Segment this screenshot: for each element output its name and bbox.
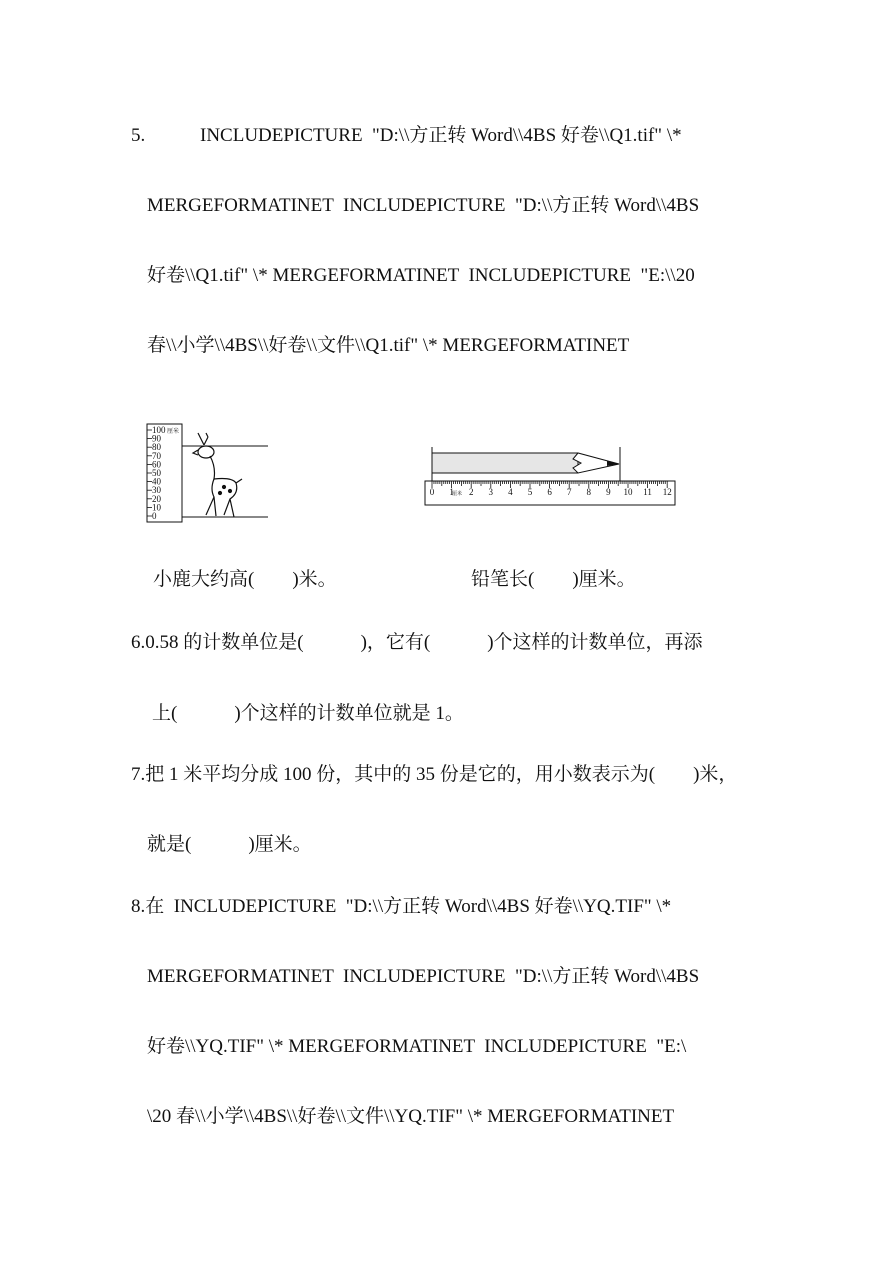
- q8-line-2: MERGEFORMATINET INCLUDEPICTURE "D:\\方正转 Word\\4BS: [147, 966, 700, 987]
- scale-tick-label: 90: [152, 433, 161, 444]
- q5-line-2: MERGEFORMATINET INCLUDEPICTURE "D:\\方正转 Word\\4BS: [147, 195, 700, 216]
- ruler-number: 12: [662, 487, 672, 497]
- scale-tick-label: 60: [152, 459, 161, 470]
- scale-tick-label: 80: [152, 442, 161, 453]
- scale-tick-label: 30: [152, 485, 161, 496]
- q8-line-3: 好卷\\YQ.TIF" \* MERGEFORMATINET INCLUDEPICTURE "E:\: [147, 1036, 687, 1057]
- scale-tick-label: 50: [152, 468, 161, 478]
- ruler-unit-label: 厘米: [452, 492, 463, 497]
- scale-tick-label: 100: [152, 425, 166, 435]
- scale-tick-label: 70: [152, 450, 161, 461]
- ruler-number: 0: [429, 487, 435, 497]
- ruler-number: 4: [508, 487, 513, 497]
- q6-line-1: 6.0.58 的计数单位是( )，它有( )个这样的计数单位，再添: [131, 632, 703, 653]
- ruler-number: 8: [586, 487, 592, 497]
- q7-line-2: 就是( )厘米。: [147, 834, 312, 855]
- q8-line-1: 8.在 INCLUDEPICTURE "D:\\方正转 Word\\4BS 好卷\\YQ.TIF" \*: [131, 896, 672, 917]
- q5-line-1: INCLUDEPICTURE "D:\\方正转 Word\\4BS 好卷\\Q1.tif" \*: [200, 125, 682, 146]
- ruler-number: 6: [547, 487, 552, 497]
- ruler-number: 7: [566, 487, 572, 497]
- ruler-number: 2: [468, 487, 474, 497]
- ruler-number: 10: [623, 487, 633, 497]
- q5-line-3: 好卷\\Q1.tif" \* MERGEFORMATINET INCLUDEPICTURE "E:\\20: [147, 265, 695, 286]
- scale-tick-label: 10: [152, 502, 161, 513]
- q7-line-1: 7.把 1 米平均分成 100 份，其中的 35 份是它的，用小数表示为( )米，: [131, 764, 738, 785]
- scale-tick-label: 0: [152, 511, 157, 521]
- ruler-number: 5: [527, 487, 533, 497]
- q5-number: 5.: [131, 125, 146, 146]
- scale-unit-label: 厘米: [167, 429, 180, 435]
- q5-caption-deer: 小鹿大约高( )米。: [153, 569, 337, 590]
- q5-line-4: 春\\小学\\4BS\\好卷\\文件\\Q1.tif" \* MERGEFORMATINET: [147, 335, 630, 356]
- scale-tick-label: 20: [152, 493, 161, 504]
- pencil-icon: [432, 447, 620, 481]
- scale-tick-label: 40: [152, 476, 161, 487]
- ruler-number: 9: [606, 487, 611, 497]
- ruler-number: 1: [449, 487, 454, 497]
- pencil-ruler-figure: [423, 447, 679, 512]
- ruler-number: 11: [643, 487, 652, 497]
- ruler-number: 3: [488, 487, 494, 497]
- q5-caption-pencil: 铅笔长( )厘米。: [471, 569, 636, 590]
- deer-height-figure: [144, 423, 274, 530]
- q6-line-2: 上( )个这样的计数单位就是 1。: [152, 703, 464, 724]
- q8-line-4: \20 春\\小学\\4BS\\好卷\\文件\\YQ.TIF" \* MERGEFORMATINET: [147, 1106, 675, 1127]
